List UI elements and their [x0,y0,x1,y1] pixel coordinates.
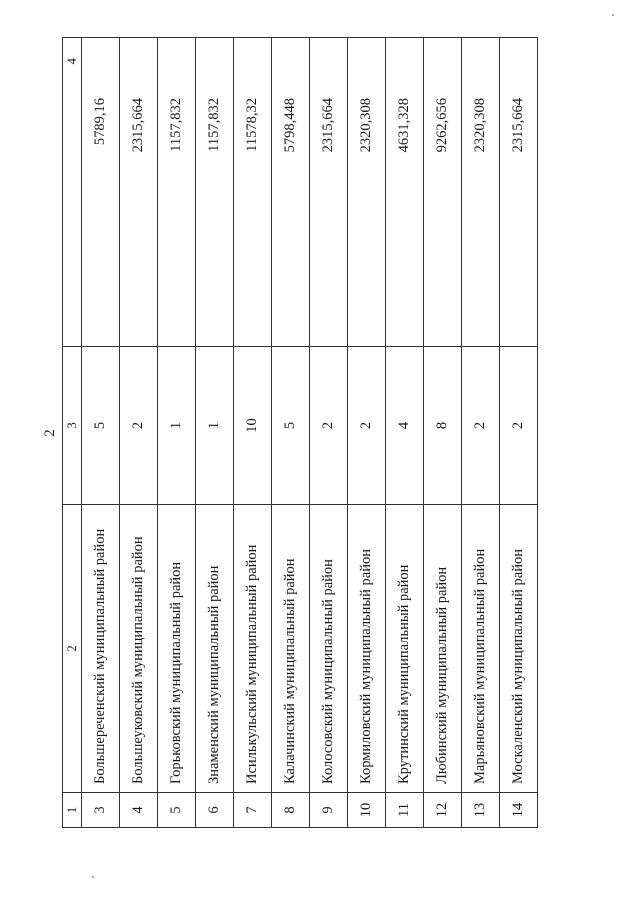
amount-cell: 2315,664 [310,38,348,347]
row-number-cell: 7 [234,793,272,828]
amount-cell: 2320,308 [348,38,386,347]
row-number-cell: 13 [462,793,500,828]
count-cell: 2 [120,347,158,505]
row-number-cell: 10 [348,793,386,828]
count-cell: 2 [310,347,348,505]
row-number-cell: 3 [82,793,120,828]
table-row [120,38,158,828]
amount-cell: 4631,328 [386,38,424,347]
row-number-cell: 9 [310,793,348,828]
row-number-cell: 6 [196,793,234,828]
district-name-cell: Большеуковский муниципальный район [120,505,158,793]
count-cell: 1 [158,347,196,505]
district-name-cell: Исилькульский муниципальный район [234,505,272,793]
row-number-cell: 4 [120,793,158,828]
row-number-cell: 8 [272,793,310,828]
district-name-cell: Большереченский муниципальный район [82,505,120,793]
amount-cell: 5789,16 [82,38,120,347]
table-row [234,38,272,828]
table-row [196,38,234,828]
table-body [63,38,538,828]
count-cell: 10 [234,347,272,505]
district-name-cell: Марьяновский муниципальный район [462,505,500,793]
table-row [424,38,462,828]
table-header-row [63,38,82,828]
amount-cell: 1157,832 [158,38,196,347]
amount-cell: 2320,308 [462,38,500,347]
amount-cell: 2315,664 [500,38,538,347]
amount-cell: 1157,832 [196,38,234,347]
scan-speck [92,876,94,878]
district-name-cell: Москаленский муниципальный район [500,505,538,793]
table-row [500,38,538,828]
table-row [158,38,196,828]
district-name-cell: Любинский муниципальный район [424,505,462,793]
table-row [462,38,500,828]
count-cell: 5 [272,347,310,505]
district-name-cell: Калачинский муниципальный район [272,505,310,793]
count-cell: 2 [348,347,386,505]
district-name-cell: Крутинский муниципальный район [386,505,424,793]
count-cell: 5 [82,347,120,505]
count-cell: 8 [424,347,462,505]
page-number: 2 [42,429,58,437]
count-cell: 2 [500,347,538,505]
district-name-cell: Кормиловский муниципальный район [348,505,386,793]
header-cell-3: 3 [63,347,82,505]
count-cell: 2 [462,347,500,505]
district-name-cell: Знаменский муниципальный район [196,505,234,793]
table-row [348,38,386,828]
row-number-cell: 5 [158,793,196,828]
table-row [82,38,120,828]
district-name-cell: Колосовский муниципальный район [310,505,348,793]
count-cell: 1 [196,347,234,505]
amount-cell: 2315,664 [120,38,158,347]
amount-cell: 5798,448 [272,38,310,347]
amount-cell: 11578,32 [234,38,272,347]
data-table [62,37,538,828]
district-name-cell: Горьковский муниципальный район [158,505,196,793]
header-cell-4: 4 [63,38,82,347]
scan-speck [612,14,614,16]
row-number-cell: 14 [500,793,538,828]
table-row [272,38,310,828]
table-row [386,38,424,828]
header-cell-1: 1 [63,793,82,828]
table-row [310,38,348,828]
amount-cell: 9262,656 [424,38,462,347]
row-number-cell: 12 [424,793,462,828]
row-number-cell: 11 [386,793,424,828]
count-cell: 4 [386,347,424,505]
header-cell-2: 2 [63,505,82,793]
rotated-sheet [38,38,620,828]
